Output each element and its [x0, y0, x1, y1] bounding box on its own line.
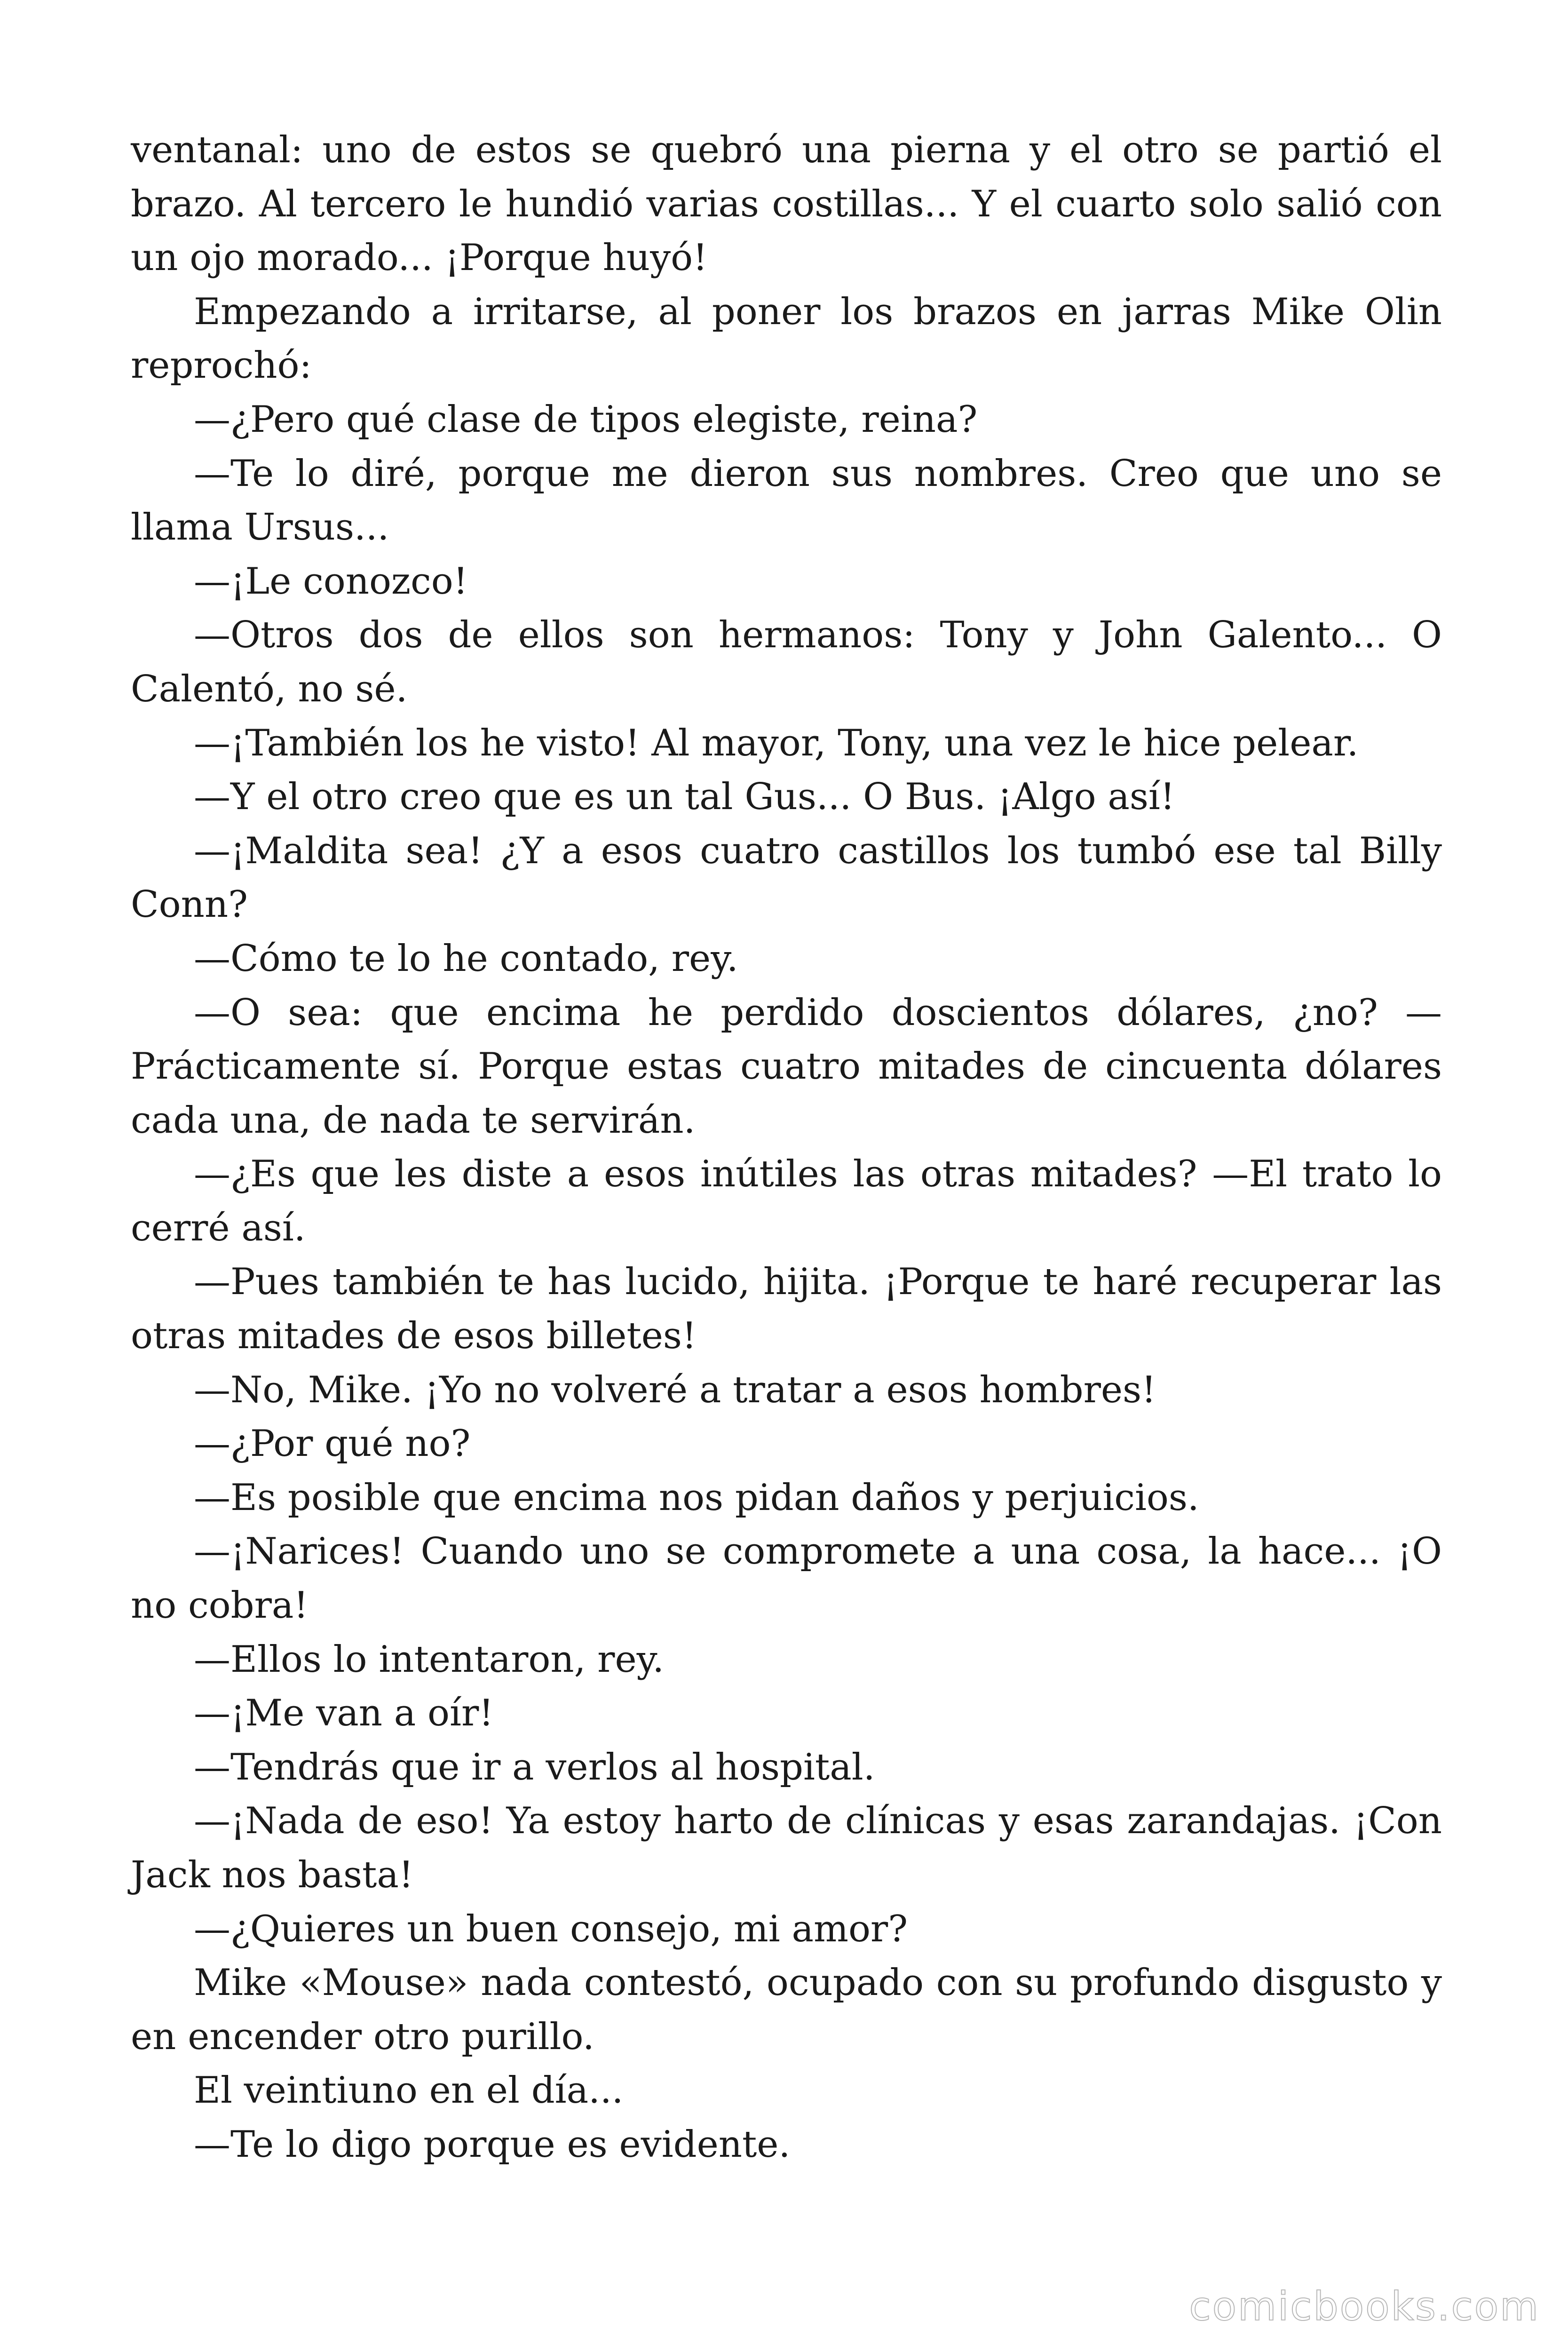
dialogue-line: —Pues también te has lucido, hijita. ¡Porque te haré recuperar las otras mitades de esos billetes! — [131, 1261, 1442, 1358]
dialogue-line: —¡Maldita sea! ¿Y a esos cuatro castillos los tumbó ese tal Billy Conn? — [131, 829, 1442, 926]
dialogue-line: —Cómo te lo he contado, rey. — [194, 937, 738, 980]
dialogue-line: —¡Me van a oír! — [194, 1692, 494, 1735]
dialogue-line: —O sea: que encima he perdido doscientos dólares, ¿no? —Prácticamente sí. Porque estas cuatro mitades de cincuenta dólares cada una, de nada te servirán. — [131, 991, 1442, 1142]
paragraph: Empezando a irritarse, al poner los brazos en jarras Mike Olin reprochó: — [131, 290, 1442, 387]
dialogue-line: —¡Narices! Cuando uno se compromete a una cosa, la hace... ¡O no cobra! — [131, 1530, 1442, 1627]
dialogue-line: —Otros dos de ellos son hermanos: Tony y John Galento... O Calentó, no sé. — [131, 614, 1442, 710]
dialogue-line: —¿Es que les diste a esos inútiles las otras mitades? —El trato lo cerré así. — [131, 1153, 1442, 1249]
dialogue-line: —Te lo digo porque es evidente. — [194, 2123, 791, 2166]
dialogue-line: —¿Por qué no? — [194, 1422, 471, 1465]
paragraph: ventanal: uno de estos se quebró una pierna y el otro se partió el brazo. Al tercero le hundió varias costillas... Y el cuarto solo salió con un ojo morado... ¡Porque huyó! — [131, 129, 1442, 279]
dialogue-line: —Ellos lo intentaron, rey. — [194, 1638, 665, 1681]
dialogue-line: —¿Quieres un buen consejo, mi amor? — [194, 1907, 908, 1950]
paragraph: El veintiuno en el día... — [194, 2069, 624, 2112]
dialogue-line: —¡Le conozco! — [194, 560, 468, 603]
dialogue-line: —¡También los he visto! Al mayor, Tony, una vez le hice pelear. — [194, 722, 1359, 764]
dialogue-line: —Te lo diré, porque me dieron sus nombres. Creo que uno se llama Ursus... — [131, 452, 1442, 549]
dialogue-line: —¡Nada de eso! Ya estoy harto de clínicas y esas zarandajas. ¡Con Jack nos basta! — [131, 1800, 1442, 1896]
dialogue-line: —Y el otro creo que es un tal Gus... O Bus. ¡Algo así! — [194, 776, 1175, 818]
paragraph: Mike «Mouse» nada contestó, ocupado con su profundo disgusto y en encender otro purillo. — [131, 1962, 1442, 2058]
dialogue-line: —¿Pero qué clase de tipos elegiste, reina? — [194, 398, 978, 441]
watermark: comicbooks.com — [1189, 2283, 1540, 2329]
dialogue-line: —Es posible que encima nos pidan daños y perjuicios. — [194, 1476, 1199, 1519]
dialogue-line: —Tendrás que ir a verlos al hospital. — [194, 1746, 875, 1788]
body-text — [131, 123, 1442, 2172]
dialogue-line: —No, Mike. ¡Yo no volveré a tratar a esos hombres! — [194, 1368, 1156, 1411]
